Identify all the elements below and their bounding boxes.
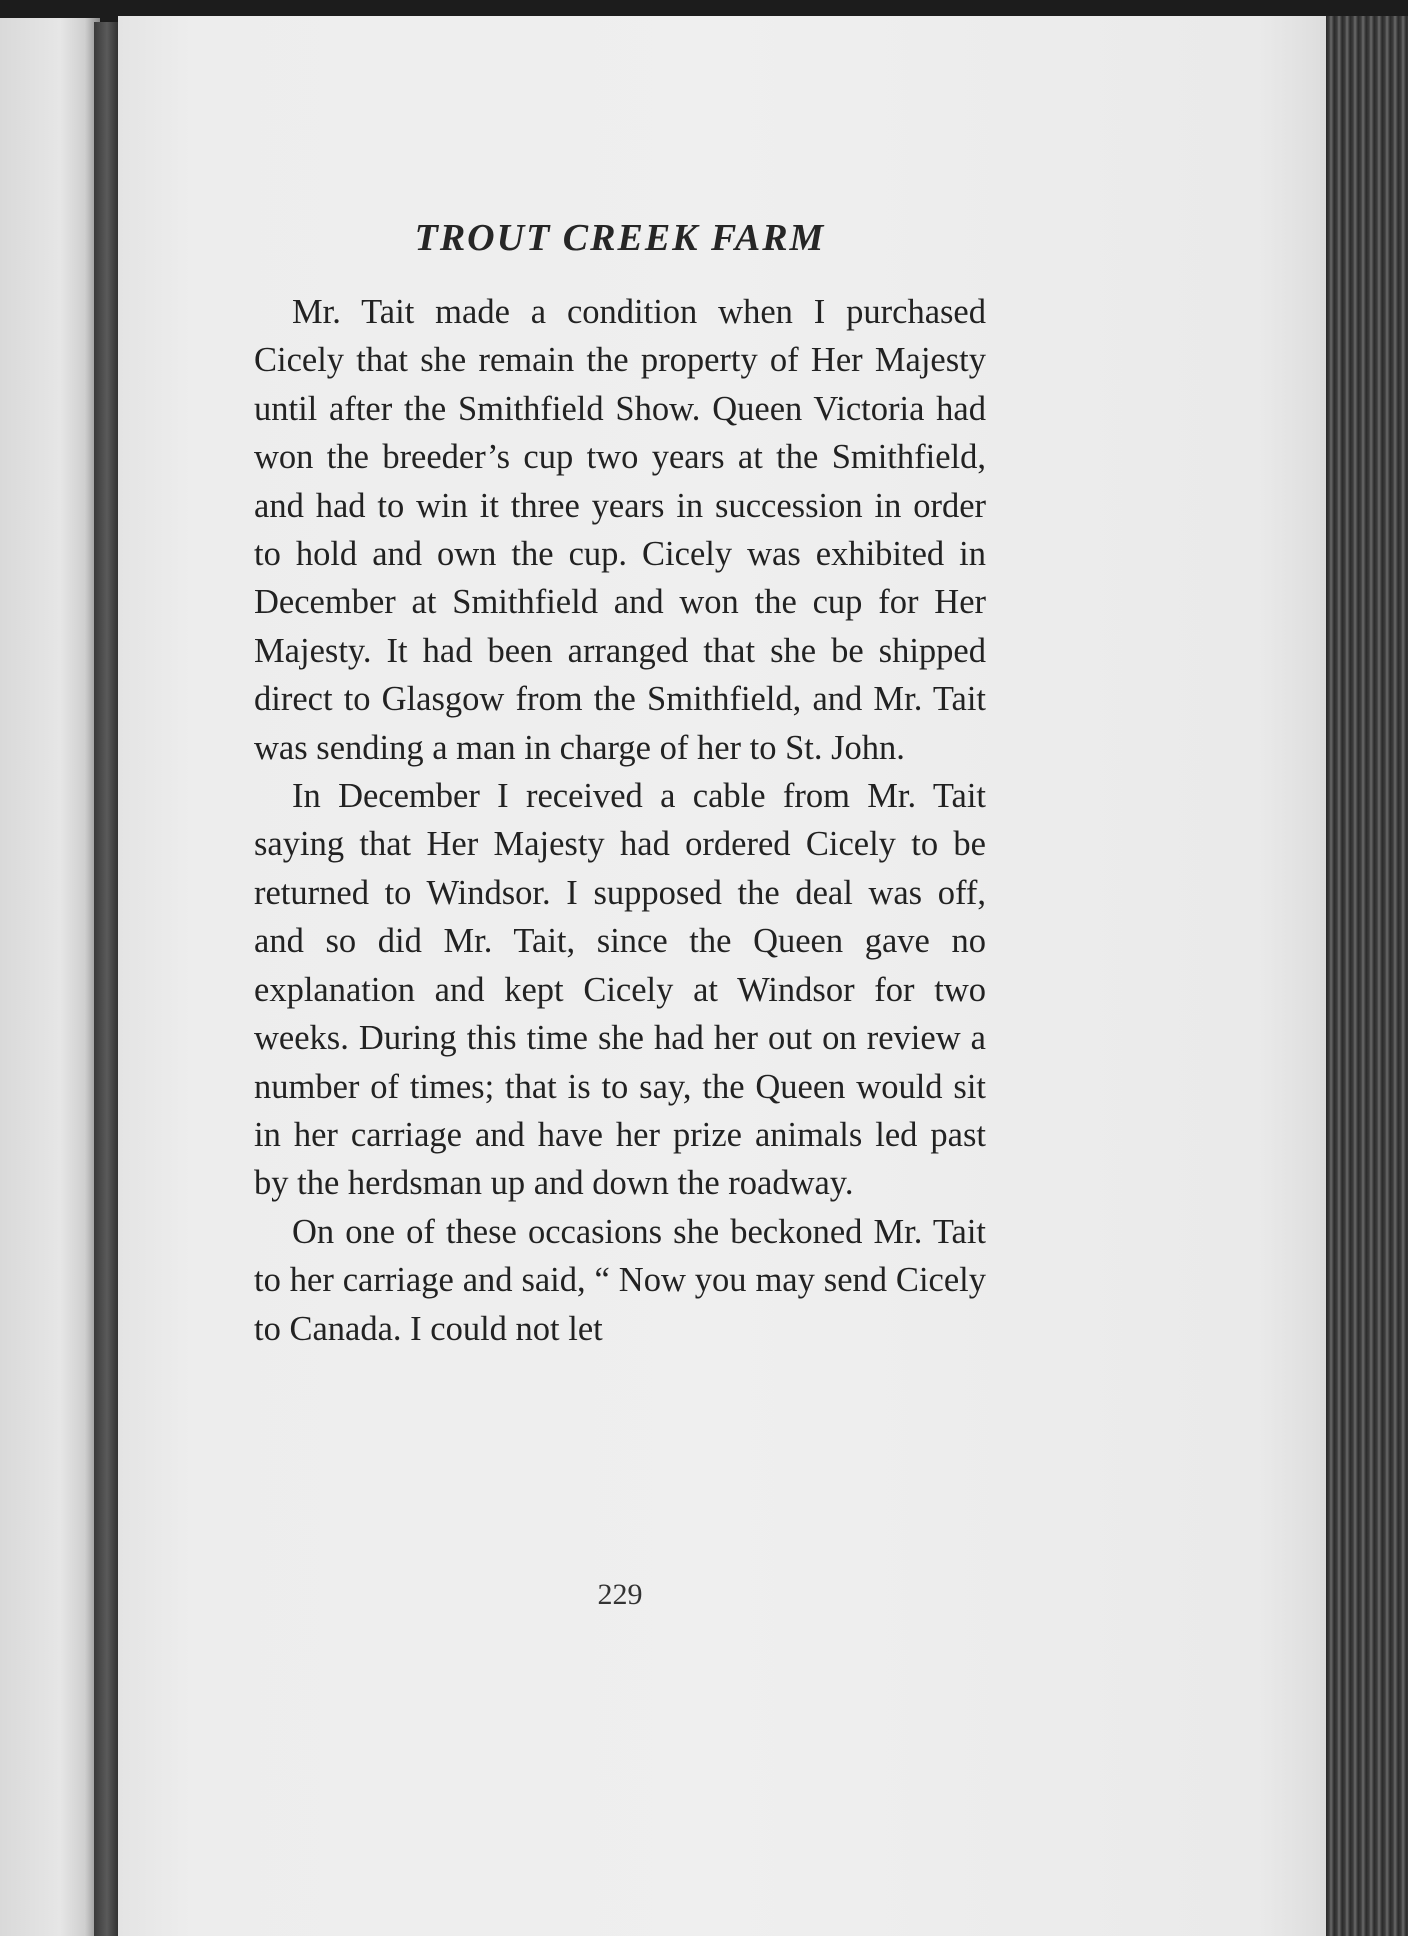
running-head: TROUT CREEK FARM bbox=[414, 217, 826, 259]
body-text bbox=[254, 288, 986, 1353]
page-number: 229 bbox=[597, 1578, 643, 1611]
book-gutter bbox=[94, 22, 120, 1936]
facing-page-edge bbox=[0, 18, 100, 1936]
page-edges bbox=[1326, 16, 1408, 1936]
paragraph: On one of these occasions she beckoned Mr. Tait to her carriage and said, “ Now you may send Cicely to Canada. I could not let bbox=[254, 1212, 986, 1348]
paragraph: Mr. Tait made a condition when I purchased Cicely that she remain the property of Her Majesty until after the Smithfield Show. Queen Victoria had won the breeder’s cup two years at the Smithfield, and had to win it three years in succession in order to hold and own the cup. Cicely was exhibited in December at Smithfield and won the cup for Her Majesty. It had been arranged that she be shipped direct to Glasgow from the Smithfield, and Mr. Tait was sending a man in charge of her to St. John. bbox=[254, 293, 986, 767]
paragraph: In December I received a cable from Mr. Tait saying that Her Majesty had ordered Cicely to be returned to Windsor. I supposed the deal was off, and so did Mr. Tait, since the Queen gave no explanation and kept Cicely at Windsor for two weeks. During this time she had her out on review a number of times; that is to say, the Queen would sit in her carriage and have her prize animals led past by the herdsman up and down the roadway. bbox=[254, 777, 986, 1203]
